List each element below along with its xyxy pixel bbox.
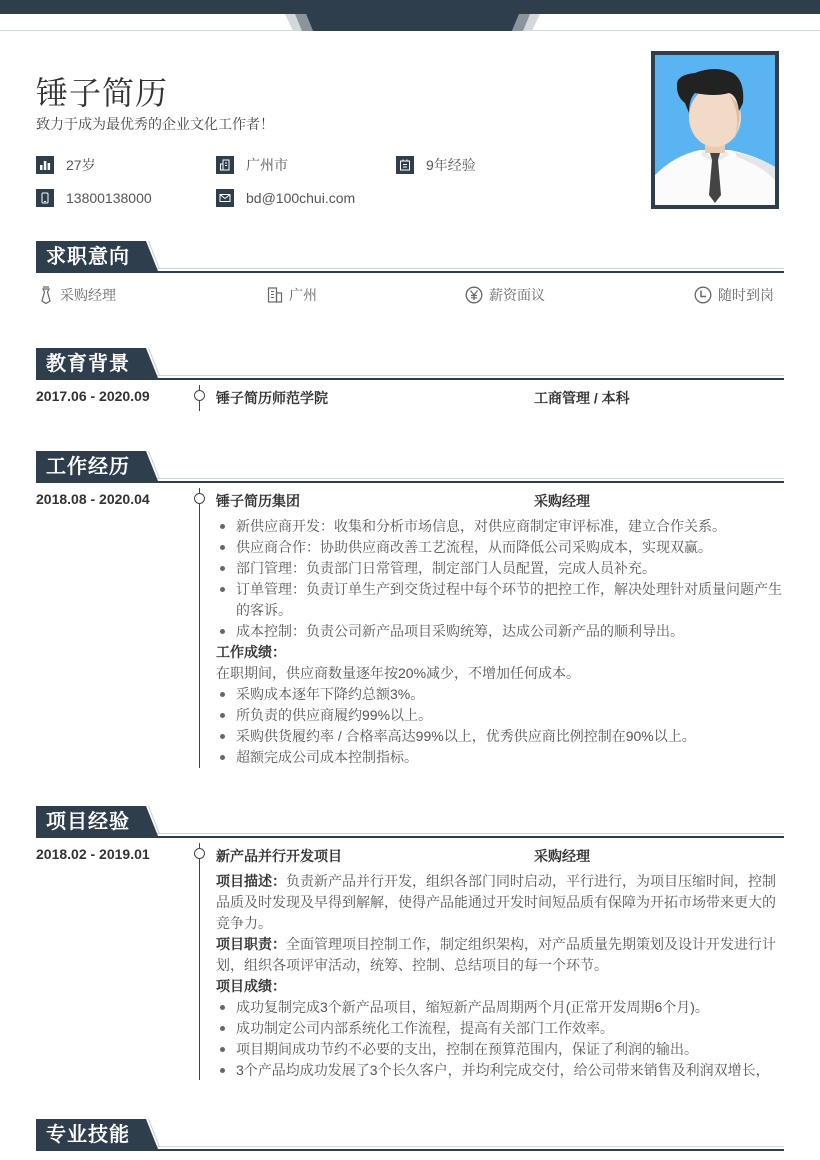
bar-chart-icon xyxy=(36,156,54,174)
section-title: 项目经验 xyxy=(36,806,146,838)
profile-photo xyxy=(651,51,779,209)
list-item: 成功制定公司内部系统化工作流程，提高有关部门工作效率。 xyxy=(216,1018,786,1039)
list-item: 成本控制：负责公司新产品项目采购统筹，达成公司新产品的顺利导出。 xyxy=(216,621,786,642)
project-results-list xyxy=(216,997,786,1081)
timeline-line xyxy=(199,488,200,768)
yen-icon xyxy=(465,286,483,304)
list-item: 采购供货履约率 / 合格率高达99%以上，优秀供应商比例控制在90%以上。 xyxy=(216,726,786,747)
intent-availability xyxy=(694,285,774,305)
header-slant-decoration xyxy=(144,806,160,838)
list-item: 超额完成公司成本控制指标。 xyxy=(216,747,786,768)
work-role: 采购经理 xyxy=(534,493,590,509)
info-experience xyxy=(396,155,476,175)
achievements-intro: 在职期间，供应商数量逐年按20%减少，不增加任何成本。 xyxy=(216,665,581,681)
phone-icon xyxy=(36,189,54,207)
section-header-skills xyxy=(36,1119,784,1151)
resume-name: 锤子简历 xyxy=(36,75,169,111)
mail-icon xyxy=(216,189,234,207)
section-header-intent xyxy=(36,241,784,273)
intent-salary xyxy=(465,285,545,305)
timeline-dot xyxy=(194,848,205,859)
top-banner xyxy=(0,0,820,14)
building-icon xyxy=(216,156,234,174)
list-item: 所负责的供应商履约99%以上。 xyxy=(216,705,786,726)
education-school: 锤子简历师范学院 xyxy=(216,390,328,406)
tie-icon xyxy=(38,286,54,304)
section-title: 工作经历 xyxy=(36,451,146,483)
phone-value: 13800138000 xyxy=(66,190,152,206)
city-value: 广州市 xyxy=(246,157,288,173)
project-name: 新产品并行开发项目 xyxy=(216,848,342,864)
project-results-label: 项目成绩： xyxy=(216,978,286,994)
timeline-line xyxy=(199,843,200,1080)
intent-availability-value: 随时到岗 xyxy=(718,287,774,303)
resume-motto: 致力于成为最优秀的企业文化工作者！ xyxy=(36,116,274,132)
education-major: 工商管理 / 本科 xyxy=(534,390,630,406)
building-icon xyxy=(267,286,283,304)
top-tab-decoration xyxy=(285,14,540,31)
section-title: 求职意向 xyxy=(36,241,146,273)
email-value: bd@100chui.com xyxy=(246,190,356,206)
section-header-projects xyxy=(36,806,784,838)
list-item: 采购成本逐年下降约总额3%。 xyxy=(216,684,786,705)
header-slant-decoration xyxy=(144,241,160,273)
section-title: 教育背景 xyxy=(36,348,146,380)
info-phone xyxy=(36,189,152,207)
list-item: 项目期间成功节约不必要的支出，控制在预算范围内，保证了利润的输出。 xyxy=(216,1039,786,1060)
intent-position-value: 采购经理 xyxy=(60,287,116,303)
list-item: 部门管理：负责部门日常管理，制定部门人员配置，完成人员补充。 xyxy=(216,558,786,579)
work-details xyxy=(216,516,786,768)
intent-position xyxy=(38,285,116,305)
project-description: 项目描述：负责新产品并行开发，组织各部门同时启动，平行进行，为项目压缩时间，控制品质及时发现及早得到解解，使得产品能通过开发时间短品质有保障为开拓市场带来更大的竞争力。 xyxy=(216,873,776,931)
experience-value: 9年经验 xyxy=(426,157,476,173)
work-achievements-list xyxy=(216,684,786,768)
header-slant-decoration xyxy=(144,451,160,483)
section-header-work xyxy=(36,451,784,483)
avatar-illustration xyxy=(655,55,775,205)
timeline-dot xyxy=(194,493,205,504)
info-city xyxy=(216,155,288,175)
section-title: 专业技能 xyxy=(36,1119,146,1151)
project-date: 2018.02 - 2019.01 xyxy=(36,846,150,862)
calendar-icon xyxy=(396,156,414,174)
list-item: 3个产品均成功发展了3个长久客户，并均利完成交付，给公司带来销售及利润双增长， xyxy=(216,1060,786,1081)
clock-icon xyxy=(694,286,712,304)
work-duties-list xyxy=(216,516,786,642)
intent-salary-value: 薪资面议 xyxy=(489,287,545,303)
info-age xyxy=(36,155,96,175)
list-item: 成功复制完成3个新产品项目，缩短新产品周期两个月(正常开发周期6个月)。 xyxy=(216,997,786,1018)
work-date: 2018.08 - 2020.04 xyxy=(36,491,150,507)
header-slant-decoration xyxy=(144,348,160,380)
header-slant-decoration xyxy=(144,1119,160,1151)
age-value: 27岁 xyxy=(66,157,96,173)
section-header-education xyxy=(36,348,784,380)
intent-city xyxy=(267,285,317,305)
info-email xyxy=(216,189,355,207)
list-item: 新供应商开发：收集和分析市场信息，对供应商制定审评标准，建立合作关系。 xyxy=(216,516,786,537)
timeline-dot xyxy=(194,390,205,401)
project-role: 采购经理 xyxy=(534,848,590,864)
education-date: 2017.06 - 2020.09 xyxy=(36,388,150,404)
work-company: 锤子简历集团 xyxy=(216,493,300,509)
achievements-label: 工作成绩： xyxy=(216,644,286,660)
intent-city-value: 广州 xyxy=(289,287,317,303)
project-duty: 项目职责：全面管理项目控制工作，制定组织架构，对产品质量先期策划及设计开发进行计划，组织各项评审活动，统筹、控制、总结项目的每一个环节。 xyxy=(216,936,776,973)
project-details xyxy=(216,871,786,1081)
list-item: 订单管理：负责订单生产到交货过程中每个环节的把控工作，解决处理针对质量问题产生的客诉。 xyxy=(216,579,786,621)
list-item: 供应商合作：协助供应商改善工艺流程，从而降低公司采购成本，实现双赢。 xyxy=(216,537,786,558)
